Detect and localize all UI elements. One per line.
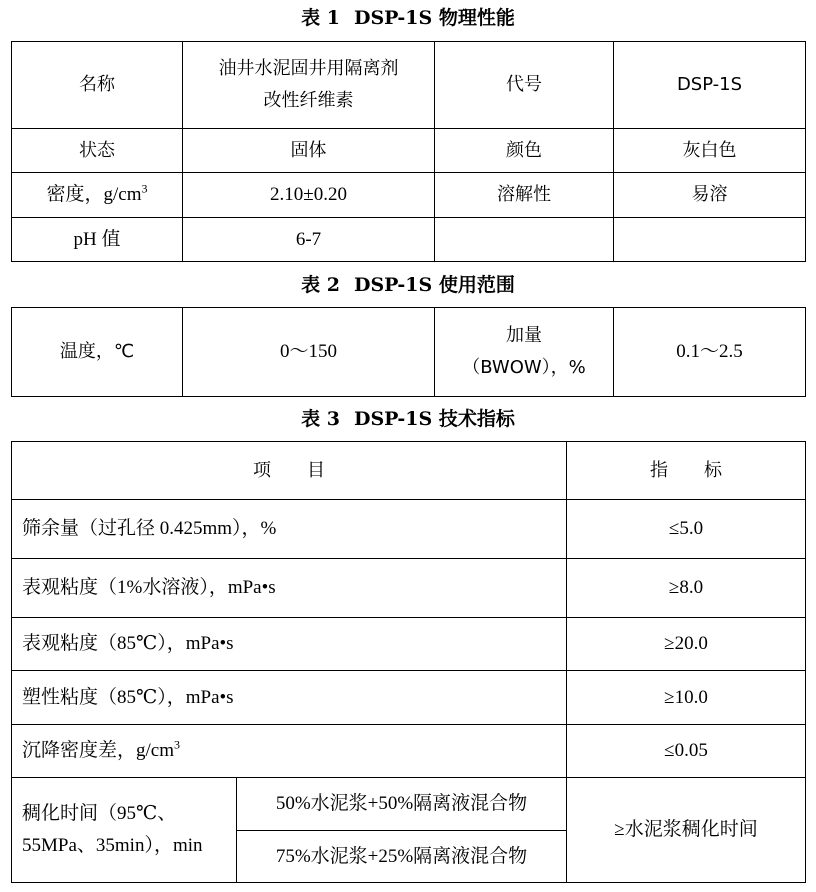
table3-caption: [0, 407, 816, 431]
table3-thickening-mix-75: 75%水泥浆+25%隔离液混合物: [237, 831, 567, 883]
table1-name-value: [183, 42, 435, 129]
table1-density-superscript: 3: [141, 181, 148, 196]
table2-dosage-value: 0.1～2.5: [614, 308, 806, 397]
table2-dosage-label-line2: （BWOW），%: [462, 357, 586, 378]
table-row: [12, 218, 806, 262]
table1-name-value-line1: 油井水泥固井用隔离剂: [218, 58, 399, 79]
table-row: [12, 778, 806, 831]
table3-item-apparent-viscosity-85c: 表观粘度（85℃），mPa•s: [12, 618, 567, 671]
table1-physical-properties: [11, 41, 806, 262]
table1-code-value: DSP-1S: [614, 42, 806, 129]
table3-item-settling-density-text: 沉降密度差，g/cm: [22, 740, 174, 761]
table3-header-item: 项 目: [12, 442, 567, 500]
table3-item-settling-density-superscript: 3: [174, 737, 180, 752]
table-row: [12, 671, 806, 725]
table3-header-index: 指 标: [567, 442, 806, 500]
table-row: [12, 308, 806, 397]
table1-solubility-label: 溶解性: [435, 173, 614, 218]
table1-empty-cell: [614, 218, 806, 262]
table3-technical-indicators: [11, 441, 806, 883]
table3-thickening-label-line2: 55MPa、35min），min: [22, 835, 203, 856]
table3-item-settling-density-diff: [12, 725, 567, 778]
table-row: [12, 618, 806, 671]
table3-thickening-mix-50: 50%水泥浆+50%隔离液混合物: [237, 778, 567, 831]
table2-dosage-label: [435, 308, 614, 397]
table1-empty-cell: [435, 218, 614, 262]
table3-value-plastic-viscosity-85c: ≥10.0: [567, 671, 806, 725]
table1-solubility-value: 易溶: [614, 173, 806, 218]
table1-state-value: 固体: [183, 129, 435, 173]
table1-density-value: 2.10±0.20: [183, 173, 435, 218]
table3-item-apparent-viscosity-solution: 表观粘度（1%水溶液），mPa•s: [12, 559, 567, 618]
table3-value-sieve-residue: ≤5.0: [567, 500, 806, 559]
table3-item-sieve-residue: 筛余量（过孔径 0.425mm），%: [12, 500, 567, 559]
table1-ph-value: 6-7: [183, 218, 435, 262]
table-row: [12, 42, 806, 129]
table3-item-thickening-time: [12, 778, 237, 883]
table2-caption-title: DSP-1S 使用范围: [353, 274, 515, 296]
table3-value-settling-density-diff: ≤0.05: [567, 725, 806, 778]
table-row: [12, 173, 806, 218]
table-row: [12, 725, 806, 778]
table3-caption-number: 表 3: [301, 408, 340, 430]
table1-name-value-line2: 改性纤维素: [263, 90, 354, 111]
table1-color-label: 颜色: [435, 129, 614, 173]
table1-ph-label: pH 值: [12, 218, 183, 262]
table1-state-label: 状态: [12, 129, 183, 173]
table3-thickening-label-line1: 稠化时间（95℃、: [22, 803, 177, 824]
table1-density-label: [12, 173, 183, 218]
table1-caption-title: DSP-1S 物理性能: [353, 7, 515, 29]
table-row: [12, 442, 806, 500]
table2-temperature-label: 温度，℃: [12, 308, 183, 397]
table3-value-thickening-time: ≥水泥浆稠化时间: [567, 778, 806, 883]
table3-item-plastic-viscosity-85c: 塑性粘度（85℃），mPa•s: [12, 671, 567, 725]
table1-caption-number: 表 1: [301, 7, 340, 29]
table2-caption-number: 表 2: [301, 274, 340, 296]
table1-density-label-text: 密度，g/cm: [46, 184, 142, 205]
table1-color-value: 灰白色: [614, 129, 806, 173]
table-row: [12, 129, 806, 173]
table2-caption: [0, 273, 816, 297]
table2-usage-range: [11, 307, 806, 397]
table3-caption-title: DSP-1S 技术指标: [353, 408, 515, 430]
table-row: [12, 559, 806, 618]
table1-caption: [0, 6, 816, 30]
table2-dosage-label-line1: 加量: [506, 325, 542, 346]
table1-name-label: 名称: [12, 42, 183, 129]
table1-code-label: 代号: [435, 42, 614, 129]
table-row: [12, 500, 806, 559]
table3-value-apparent-viscosity-solution: ≥8.0: [567, 559, 806, 618]
table3-value-apparent-viscosity-85c: ≥20.0: [567, 618, 806, 671]
table2-temperature-value: 0～150: [183, 308, 435, 397]
